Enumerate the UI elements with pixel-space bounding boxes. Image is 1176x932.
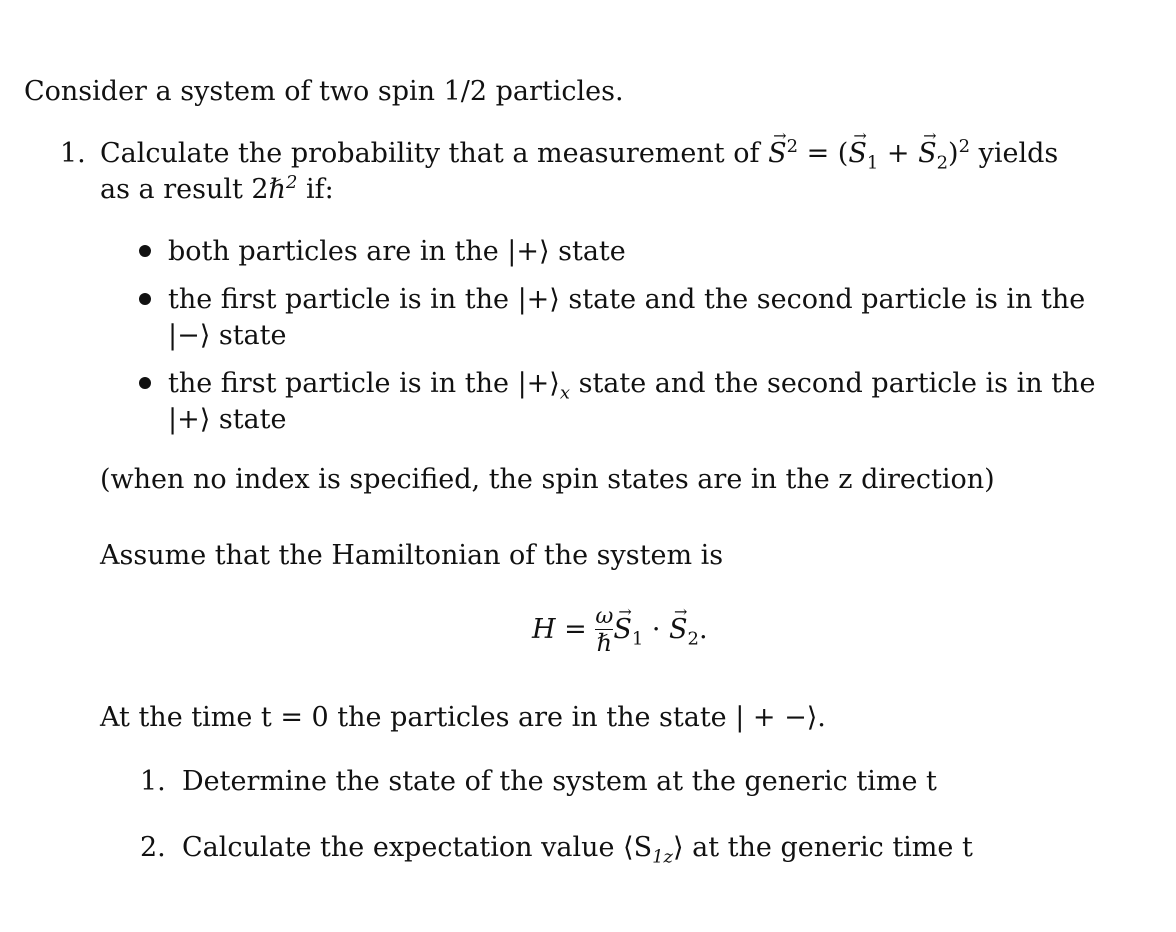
equation-lhs: H xyxy=(532,614,556,645)
task-2-text xyxy=(182,832,973,868)
question-text-line2 xyxy=(100,172,334,205)
bullet-item-3-subscript: x xyxy=(559,382,570,404)
bullet-dot xyxy=(139,245,151,257)
task-1-text: Determine the state of the system at the generic time t xyxy=(182,766,937,797)
hbar-squared: ℏ$^2$ xyxy=(268,172,298,205)
initial-state-text: At the time t = 0 the particles are in the state | + −⟩. xyxy=(100,702,826,733)
equation-equals: = xyxy=(564,614,587,645)
question-line2-end: if: xyxy=(306,174,334,205)
bullet-item-2-line2: |−⟩ state xyxy=(168,320,287,351)
question-text-before: Calculate the probability that a measurement of xyxy=(100,138,760,169)
equation-period: . xyxy=(698,614,708,645)
bullet-dot xyxy=(139,377,151,389)
task-2-after: ⟩ at the generic time t xyxy=(673,832,973,863)
bullet-item-2-line1: the first particle is in the |+⟩ state and the second particle is in the xyxy=(168,284,1086,315)
task-number: 1. xyxy=(140,766,166,797)
bullet-item-3-end: state and the second particle is in the xyxy=(578,368,1096,399)
spin-operator-expression: → $S^2$ = (→ $S_1$ + → $S_2)^2$ xyxy=(768,138,970,169)
intro-text: Consider a system of two spin 1/2 particles. xyxy=(24,76,624,107)
task-2-before: Calculate the expectation value ⟨S xyxy=(182,832,653,863)
bullet-item-3-start: the first particle is in the |+⟩ xyxy=(168,368,560,399)
question-number: 1. xyxy=(60,138,86,169)
question-line2-start: as a result 2 xyxy=(100,174,269,205)
note-text: (when no index is specified, the spin states are in the z direction) xyxy=(100,464,995,495)
bullet-item-3-line1 xyxy=(168,368,1096,404)
question-text-after: yields xyxy=(978,138,1059,169)
omega-over-hbar-fraction xyxy=(595,606,613,655)
bullet-item-3-line2: |+⟩ state xyxy=(168,404,287,435)
hamiltonian-equation xyxy=(532,606,708,655)
question-text-line1 xyxy=(100,136,1059,174)
fraction-denominator: ℏ xyxy=(596,629,613,657)
spin-dot-product: → $S_1$ · → $S_2$ xyxy=(613,614,699,645)
bullet-item-1: both particles are in the |+⟩ state xyxy=(168,236,626,267)
task-2-subscript: 1z xyxy=(652,846,673,868)
fraction-numerator: ω xyxy=(595,604,614,629)
hamiltonian-intro: Assume that the Hamiltonian of the system is xyxy=(100,540,724,571)
task-number: 2. xyxy=(140,832,166,863)
bullet-dot xyxy=(139,293,151,305)
